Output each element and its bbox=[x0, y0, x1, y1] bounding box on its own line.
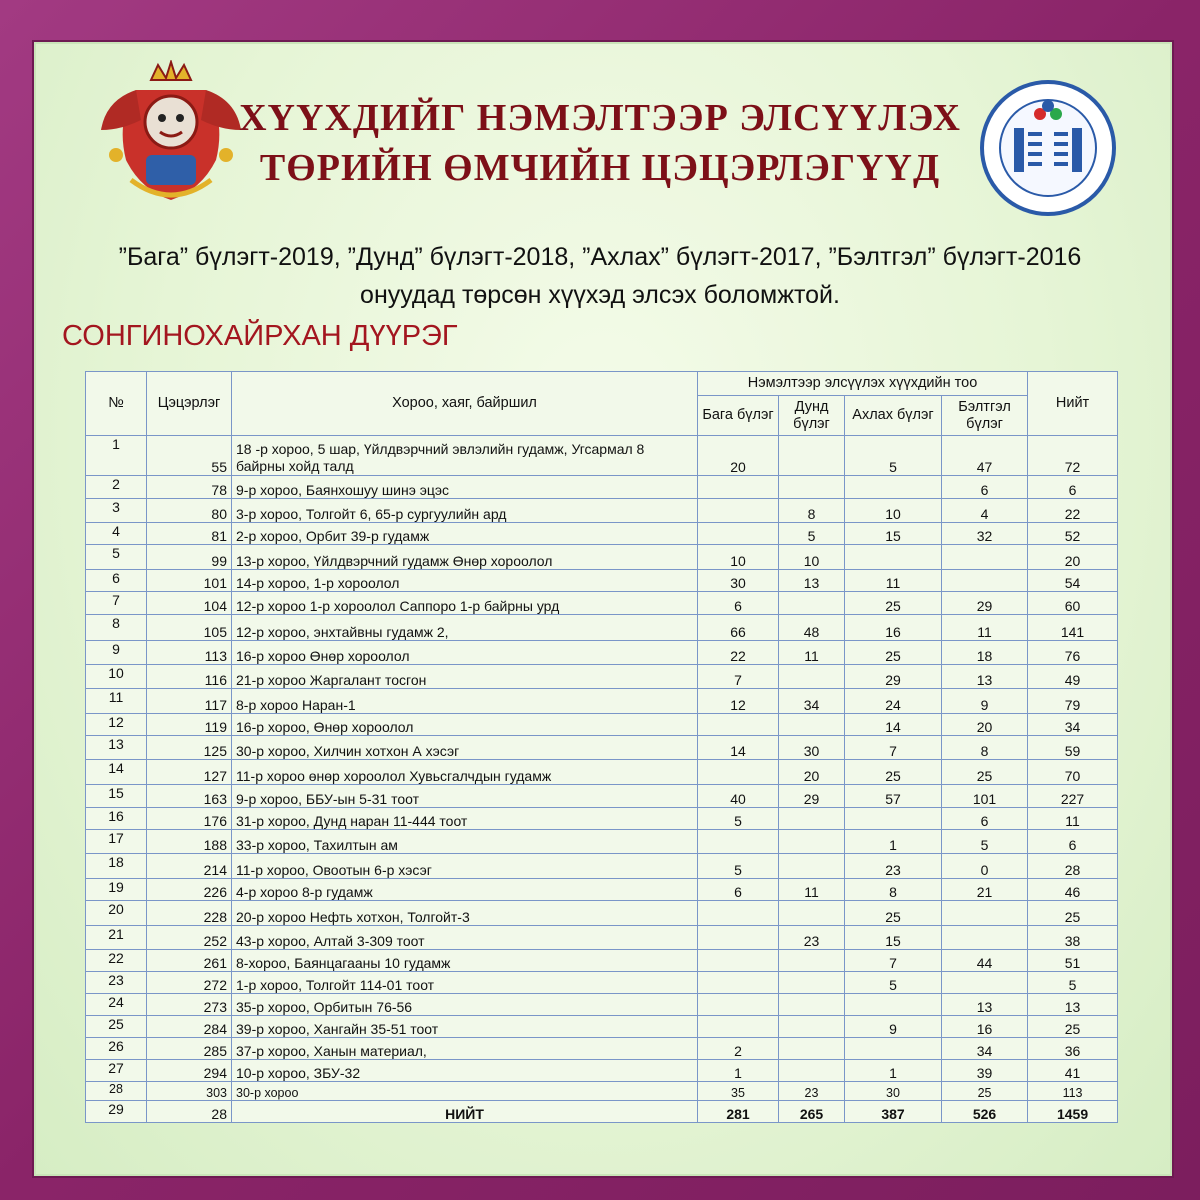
table-row bbox=[86, 736, 1118, 760]
cell-address: 37-р хороо, Ханын материал, bbox=[232, 1038, 698, 1060]
table-row bbox=[86, 476, 1118, 499]
cell-akhlakh: 25 bbox=[845, 641, 942, 665]
cell-baga: 2 bbox=[698, 1038, 779, 1060]
cell-kindergarten: 116 bbox=[147, 665, 232, 689]
cell-no: 19 bbox=[86, 879, 147, 901]
cell-total: 11 bbox=[1028, 808, 1118, 830]
cell-beltgel: 18 bbox=[942, 641, 1028, 665]
cell-address: 39-р хороо, Хангайн 35-51 тоот bbox=[232, 1016, 698, 1038]
cell-baga bbox=[698, 523, 779, 545]
cell-akhlakh: 25 bbox=[845, 592, 942, 615]
cell-baga: 7 bbox=[698, 665, 779, 689]
cell-address: 13-р хороо, Үйлдвэрчний гудамж Өнөр хороолол bbox=[232, 545, 698, 570]
table-row bbox=[86, 808, 1118, 830]
table-row bbox=[86, 1016, 1118, 1038]
cell-kindergarten: 226 bbox=[147, 879, 232, 901]
cell-address: 21-р хороо Жаргалант тосгон bbox=[232, 665, 698, 689]
cell-total: 51 bbox=[1028, 950, 1118, 972]
table-row bbox=[86, 926, 1118, 950]
cell-no: 1 bbox=[86, 436, 147, 476]
table-row bbox=[86, 641, 1118, 665]
cell-dund bbox=[779, 665, 845, 689]
cell-total: 60 bbox=[1028, 592, 1118, 615]
table-row bbox=[86, 1082, 1118, 1101]
table-row bbox=[86, 972, 1118, 994]
cell-no: 13 bbox=[86, 736, 147, 760]
cell-kindergarten: 285 bbox=[147, 1038, 232, 1060]
header-beltgel: Бэлтгэл бүлэг bbox=[942, 396, 1028, 436]
cell-beltgel: 39 bbox=[942, 1060, 1028, 1082]
cell-total: 34 bbox=[1028, 714, 1118, 736]
table-row bbox=[86, 830, 1118, 854]
cell-akhlakh: 7 bbox=[845, 950, 942, 972]
cell-baga: 6 bbox=[698, 592, 779, 615]
cell-dund bbox=[779, 972, 845, 994]
cell-address: 33-р хороо, Тахилтын ам bbox=[232, 830, 698, 854]
cell-beltgel bbox=[942, 972, 1028, 994]
cell-total: 76 bbox=[1028, 641, 1118, 665]
cell-total: 49 bbox=[1028, 665, 1118, 689]
cell-akhlakh: 5 bbox=[845, 972, 942, 994]
cell-dund: 23 bbox=[779, 1082, 845, 1101]
cell-akhlakh: 15 bbox=[845, 523, 942, 545]
cell-no: 23 bbox=[86, 972, 147, 994]
cell-akhlakh: 5 bbox=[845, 436, 942, 476]
cell-beltgel: 25 bbox=[942, 1082, 1028, 1101]
table-row bbox=[86, 854, 1118, 879]
table-row bbox=[86, 950, 1118, 972]
cell-beltgel: 0 bbox=[942, 854, 1028, 879]
cell-total: 5 bbox=[1028, 972, 1118, 994]
cell-baga: 10 bbox=[698, 545, 779, 570]
cell-beltgel: 8 bbox=[942, 736, 1028, 760]
cell-address: 9-р хороо, Баянхошуу шинэ эцэс bbox=[232, 476, 698, 499]
cell-kindergarten: 78 bbox=[147, 476, 232, 499]
cell-akhlakh: 30 bbox=[845, 1082, 942, 1101]
cell-dund bbox=[779, 830, 845, 854]
cell-total: 36 bbox=[1028, 1038, 1118, 1060]
cell-akhlakh: 16 bbox=[845, 615, 942, 641]
table-body bbox=[86, 436, 1118, 1123]
table-row bbox=[86, 879, 1118, 901]
cell-dund: 23 bbox=[779, 926, 845, 950]
cell-beltgel: 11 bbox=[942, 615, 1028, 641]
cell-total: 13 bbox=[1028, 994, 1118, 1016]
cell-dund: 13 bbox=[779, 570, 845, 592]
cell-baga bbox=[698, 760, 779, 785]
cell-total: 227 bbox=[1028, 785, 1118, 808]
cell-beltgel: 5 bbox=[942, 830, 1028, 854]
cell-kindergarten: 284 bbox=[147, 1016, 232, 1038]
cell-beltgel bbox=[942, 570, 1028, 592]
cell-address: 12-р хороо 1-р хороолол Саппоро 1-р байрны урд bbox=[232, 592, 698, 615]
cell-beltgel: 6 bbox=[942, 476, 1028, 499]
table-row bbox=[86, 714, 1118, 736]
cell-akhlakh: 57 bbox=[845, 785, 942, 808]
cell-address: 20-р хороо Нефть хотхон, Толгойт-3 bbox=[232, 901, 698, 926]
cell-akhlakh: 24 bbox=[845, 689, 942, 714]
cell-no: 21 bbox=[86, 926, 147, 950]
cell-kindergarten: 104 bbox=[147, 592, 232, 615]
cell-total: 25 bbox=[1028, 1016, 1118, 1038]
cell-beltgel: 21 bbox=[942, 879, 1028, 901]
total-dund: 265 bbox=[779, 1101, 845, 1123]
cell-total: 72 bbox=[1028, 436, 1118, 476]
cell-no: 27 bbox=[86, 1060, 147, 1082]
cell-no: 25 bbox=[86, 1016, 147, 1038]
cell-baga bbox=[698, 926, 779, 950]
cell-address: 4-р хороо 8-р гудамж bbox=[232, 879, 698, 901]
cell-baga: 6 bbox=[698, 879, 779, 901]
cell-dund bbox=[779, 854, 845, 879]
cell-baga bbox=[698, 1016, 779, 1038]
cell-beltgel: 9 bbox=[942, 689, 1028, 714]
total-label: НИЙТ bbox=[232, 1101, 698, 1123]
cell-beltgel: 4 bbox=[942, 499, 1028, 523]
cell-dund bbox=[779, 808, 845, 830]
cell-total: 6 bbox=[1028, 476, 1118, 499]
table-row bbox=[86, 994, 1118, 1016]
cell-address: 2-р хороо, Орбит 39-р гудамж bbox=[232, 523, 698, 545]
cell-no: 5 bbox=[86, 545, 147, 570]
table-row bbox=[86, 1060, 1118, 1082]
cell-akhlakh bbox=[845, 1038, 942, 1060]
cell-baga: 5 bbox=[698, 854, 779, 879]
cell-beltgel: 29 bbox=[942, 592, 1028, 615]
table-row bbox=[86, 615, 1118, 641]
page-title-line1: ХҮҮХДИЙГ НЭМЭЛТЭЭР ЭЛСҮҮЛЭХ bbox=[239, 97, 961, 139]
table-row bbox=[86, 523, 1118, 545]
table-row bbox=[86, 1038, 1118, 1060]
cell-beltgel: 32 bbox=[942, 523, 1028, 545]
total-total: 1459 bbox=[1028, 1101, 1118, 1123]
cell-baga: 20 bbox=[698, 436, 779, 476]
cell-address: 12-р хороо, энхтайвны гудамж 2, bbox=[232, 615, 698, 641]
cell-no: 7 bbox=[86, 592, 147, 615]
cell-dund: 5 bbox=[779, 523, 845, 545]
cell-no: 9 bbox=[86, 641, 147, 665]
cell-akhlakh: 1 bbox=[845, 830, 942, 854]
cell-no: 3 bbox=[86, 499, 147, 523]
cell-beltgel: 20 bbox=[942, 714, 1028, 736]
cell-kindergarten: 127 bbox=[147, 760, 232, 785]
cell-no: 17 bbox=[86, 830, 147, 854]
cell-beltgel: 47 bbox=[942, 436, 1028, 476]
cell-akhlakh: 8 bbox=[845, 879, 942, 901]
cell-dund: 10 bbox=[779, 545, 845, 570]
cell-total: 6 bbox=[1028, 830, 1118, 854]
cell-kindergarten: 119 bbox=[147, 714, 232, 736]
cell-no: 24 bbox=[86, 994, 147, 1016]
table-row bbox=[86, 665, 1118, 689]
cell-address: 8-р хороо Наран-1 bbox=[232, 689, 698, 714]
cell-address: 9-р хороо, ББУ-ын 5-31 тоот bbox=[232, 785, 698, 808]
cell-address: 10-р хороо, ЗБУ-32 bbox=[232, 1060, 698, 1082]
education-department-logo-icon bbox=[978, 78, 1118, 218]
cell-akhlakh: 7 bbox=[845, 736, 942, 760]
cell-total: 52 bbox=[1028, 523, 1118, 545]
cell-total: 59 bbox=[1028, 736, 1118, 760]
cell-kindergarten: 176 bbox=[147, 808, 232, 830]
table-row bbox=[86, 545, 1118, 570]
total-baga: 281 bbox=[698, 1101, 779, 1123]
cell-baga: 22 bbox=[698, 641, 779, 665]
cell-akhlakh: 14 bbox=[845, 714, 942, 736]
subtitle-line2: онуудад төрсөн хүүхэд элсэх боломжтой. bbox=[360, 281, 840, 309]
cell-no: 20 bbox=[86, 901, 147, 926]
cell-dund bbox=[779, 476, 845, 499]
header-kindergarten: Цэцэрлэг bbox=[147, 372, 232, 436]
cell-baga bbox=[698, 476, 779, 499]
cell-beltgel bbox=[942, 926, 1028, 950]
cell-kindergarten: 273 bbox=[147, 994, 232, 1016]
cell-kindergarten: 28 bbox=[147, 1101, 232, 1123]
cell-dund bbox=[779, 592, 845, 615]
cell-akhlakh bbox=[845, 994, 942, 1016]
cell-total: 70 bbox=[1028, 760, 1118, 785]
cell-kindergarten: 113 bbox=[147, 641, 232, 665]
cell-dund: 29 bbox=[779, 785, 845, 808]
cell-address: 3-р хороо, Толгойт 6, 65-р сургуулийн ард bbox=[232, 499, 698, 523]
header-no: № bbox=[86, 372, 147, 436]
cell-baga bbox=[698, 950, 779, 972]
cell-kindergarten: 117 bbox=[147, 689, 232, 714]
cell-no: 10 bbox=[86, 665, 147, 689]
cell-akhlakh: 10 bbox=[845, 499, 942, 523]
cell-baga: 14 bbox=[698, 736, 779, 760]
cell-dund: 30 bbox=[779, 736, 845, 760]
cell-address: 16-р хороо, Өнөр хороолол bbox=[232, 714, 698, 736]
cell-no: 6 bbox=[86, 570, 147, 592]
cell-akhlakh: 15 bbox=[845, 926, 942, 950]
table-row bbox=[86, 499, 1118, 523]
cell-baga bbox=[698, 972, 779, 994]
cell-no: 26 bbox=[86, 1038, 147, 1060]
cell-no: 14 bbox=[86, 760, 147, 785]
cell-total: 38 bbox=[1028, 926, 1118, 950]
cell-no: 29 bbox=[86, 1101, 147, 1123]
cell-no: 12 bbox=[86, 714, 147, 736]
cell-no: 22 bbox=[86, 950, 147, 972]
cell-baga: 40 bbox=[698, 785, 779, 808]
cell-beltgel: 101 bbox=[942, 785, 1028, 808]
cell-akhlakh bbox=[845, 808, 942, 830]
cell-no: 11 bbox=[86, 689, 147, 714]
table-row bbox=[86, 760, 1118, 785]
cell-dund: 8 bbox=[779, 499, 845, 523]
cell-baga: 12 bbox=[698, 689, 779, 714]
cell-total: 79 bbox=[1028, 689, 1118, 714]
cell-beltgel: 44 bbox=[942, 950, 1028, 972]
kindergarten-table bbox=[85, 371, 1118, 1123]
cell-address: 30-р хороо, Хилчин хотхон А хэсэг bbox=[232, 736, 698, 760]
cell-akhlakh: 11 bbox=[845, 570, 942, 592]
cell-dund: 20 bbox=[779, 760, 845, 785]
cell-akhlakh bbox=[845, 545, 942, 570]
table-row bbox=[86, 901, 1118, 926]
cell-kindergarten: 214 bbox=[147, 854, 232, 879]
cell-kindergarten: 252 bbox=[147, 926, 232, 950]
cell-total: 113 bbox=[1028, 1082, 1118, 1101]
cell-kindergarten: 188 bbox=[147, 830, 232, 854]
table-row bbox=[86, 689, 1118, 714]
cell-address: 43-р хороо, Алтай 3-309 тоот bbox=[232, 926, 698, 950]
cell-baga: 30 bbox=[698, 570, 779, 592]
cell-dund bbox=[779, 1038, 845, 1060]
cell-total: 46 bbox=[1028, 879, 1118, 901]
cell-beltgel bbox=[942, 901, 1028, 926]
cell-total: 25 bbox=[1028, 901, 1118, 926]
cell-no: 4 bbox=[86, 523, 147, 545]
cell-dund bbox=[779, 714, 845, 736]
district-heading: СОНГИНОХАЙРХАН ДҮҮРЭГ bbox=[62, 320, 458, 352]
cell-dund bbox=[779, 994, 845, 1016]
cell-baga: 5 bbox=[698, 808, 779, 830]
header-dund: Дунд бүлэг bbox=[779, 396, 845, 436]
cell-address: 11-р хороо, Овоотын 6-р хэсэг bbox=[232, 854, 698, 879]
cell-total: 20 bbox=[1028, 545, 1118, 570]
subtitle-line1: ”Бага” бүлэгт-2019, ”Дунд” бүлэгт-2018, ”Ахлах” бүлэгт-2017, ”Бэлтгэл” бүлэгт-2016 bbox=[118, 243, 1082, 271]
cell-dund bbox=[779, 901, 845, 926]
cell-baga bbox=[698, 994, 779, 1016]
cell-baga: 1 bbox=[698, 1060, 779, 1082]
cell-kindergarten: 294 bbox=[147, 1060, 232, 1082]
cell-address: 30-р хороо bbox=[232, 1082, 698, 1101]
table-row bbox=[86, 570, 1118, 592]
cell-kindergarten: 261 bbox=[147, 950, 232, 972]
cell-kindergarten: 80 bbox=[147, 499, 232, 523]
header-akhlakh: Ахлах бүлэг bbox=[845, 396, 942, 436]
cell-kindergarten: 81 bbox=[147, 523, 232, 545]
header-address: Хороо, хаяг, байршил bbox=[232, 372, 698, 436]
cell-baga bbox=[698, 901, 779, 926]
cell-dund: 48 bbox=[779, 615, 845, 641]
table-row bbox=[86, 785, 1118, 808]
cell-kindergarten: 55 bbox=[147, 436, 232, 476]
cell-dund: 11 bbox=[779, 879, 845, 901]
cell-baga bbox=[698, 714, 779, 736]
cell-akhlakh: 23 bbox=[845, 854, 942, 879]
cell-address: 14-р хороо, 1-р хороолол bbox=[232, 570, 698, 592]
header-baga: Бага бүлэг bbox=[698, 396, 779, 436]
cell-address: 1-р хороо, Толгойт 114-01 тоот bbox=[232, 972, 698, 994]
cell-address: 16-р хороо Өнөр хороолол bbox=[232, 641, 698, 665]
table-row bbox=[86, 436, 1118, 476]
cell-baga bbox=[698, 830, 779, 854]
cell-kindergarten: 163 bbox=[147, 785, 232, 808]
cell-dund bbox=[779, 950, 845, 972]
header-group: Нэмэлтээр элсүүлэх хүүхдийн тоо bbox=[698, 372, 1028, 396]
cell-beltgel: 13 bbox=[942, 994, 1028, 1016]
cell-kindergarten: 303 bbox=[147, 1082, 232, 1101]
total-akhlakh: 387 bbox=[845, 1101, 942, 1123]
cell-address: 8-хороо, Баянцагааны 10 гудамж bbox=[232, 950, 698, 972]
cell-kindergarten: 101 bbox=[147, 570, 232, 592]
cell-akhlakh: 25 bbox=[845, 901, 942, 926]
cell-baga: 66 bbox=[698, 615, 779, 641]
cell-no: 18 bbox=[86, 854, 147, 879]
cell-beltgel: 16 bbox=[942, 1016, 1028, 1038]
cell-dund bbox=[779, 1060, 845, 1082]
cell-beltgel: 34 bbox=[942, 1038, 1028, 1060]
cell-total: 41 bbox=[1028, 1060, 1118, 1082]
cell-no: 2 bbox=[86, 476, 147, 499]
cell-kindergarten: 105 bbox=[147, 615, 232, 641]
header-total: Нийт bbox=[1028, 372, 1118, 436]
cell-no: 8 bbox=[86, 615, 147, 641]
cell-address: 31-р хороо, Дунд наран 11-444 тоот bbox=[232, 808, 698, 830]
table-total-row bbox=[86, 1101, 1118, 1123]
cell-kindergarten: 228 bbox=[147, 901, 232, 926]
cell-beltgel bbox=[942, 545, 1028, 570]
table-row bbox=[86, 592, 1118, 615]
cell-beltgel: 13 bbox=[942, 665, 1028, 689]
cell-dund: 34 bbox=[779, 689, 845, 714]
cell-akhlakh: 25 bbox=[845, 760, 942, 785]
cell-kindergarten: 125 bbox=[147, 736, 232, 760]
total-beltgel: 526 bbox=[942, 1101, 1028, 1123]
cell-akhlakh: 9 bbox=[845, 1016, 942, 1038]
cell-kindergarten: 99 bbox=[147, 545, 232, 570]
cell-dund bbox=[779, 1016, 845, 1038]
cell-no: 16 bbox=[86, 808, 147, 830]
cell-beltgel: 25 bbox=[942, 760, 1028, 785]
cell-dund bbox=[779, 436, 845, 476]
cell-total: 54 bbox=[1028, 570, 1118, 592]
cell-total: 141 bbox=[1028, 615, 1118, 641]
cell-baga bbox=[698, 499, 779, 523]
page-title-line2: ТӨРИЙН ӨМЧИЙН ЦЭЦЭРЛЭГҮҮД bbox=[259, 147, 941, 189]
cell-dund: 11 bbox=[779, 641, 845, 665]
cell-akhlakh: 1 bbox=[845, 1060, 942, 1082]
cell-no: 28 bbox=[86, 1082, 147, 1101]
cell-address: 11-р хороо өнөр хороолол Хувьсгалчдын гудамж bbox=[232, 760, 698, 785]
cell-total: 28 bbox=[1028, 854, 1118, 879]
cell-kindergarten: 272 bbox=[147, 972, 232, 994]
cell-beltgel: 6 bbox=[942, 808, 1028, 830]
cell-total: 22 bbox=[1028, 499, 1118, 523]
cell-no: 15 bbox=[86, 785, 147, 808]
cell-akhlakh bbox=[845, 476, 942, 499]
cell-address: 18 -р хороо, 5 шар, Үйлдвэрчний эвлэлийн гудамж, Угсармал 8 байрны хойд талд bbox=[232, 436, 698, 476]
cell-akhlakh: 29 bbox=[845, 665, 942, 689]
cell-address: 35-р хороо, Орбитын 76-56 bbox=[232, 994, 698, 1016]
cell-baga: 35 bbox=[698, 1082, 779, 1101]
